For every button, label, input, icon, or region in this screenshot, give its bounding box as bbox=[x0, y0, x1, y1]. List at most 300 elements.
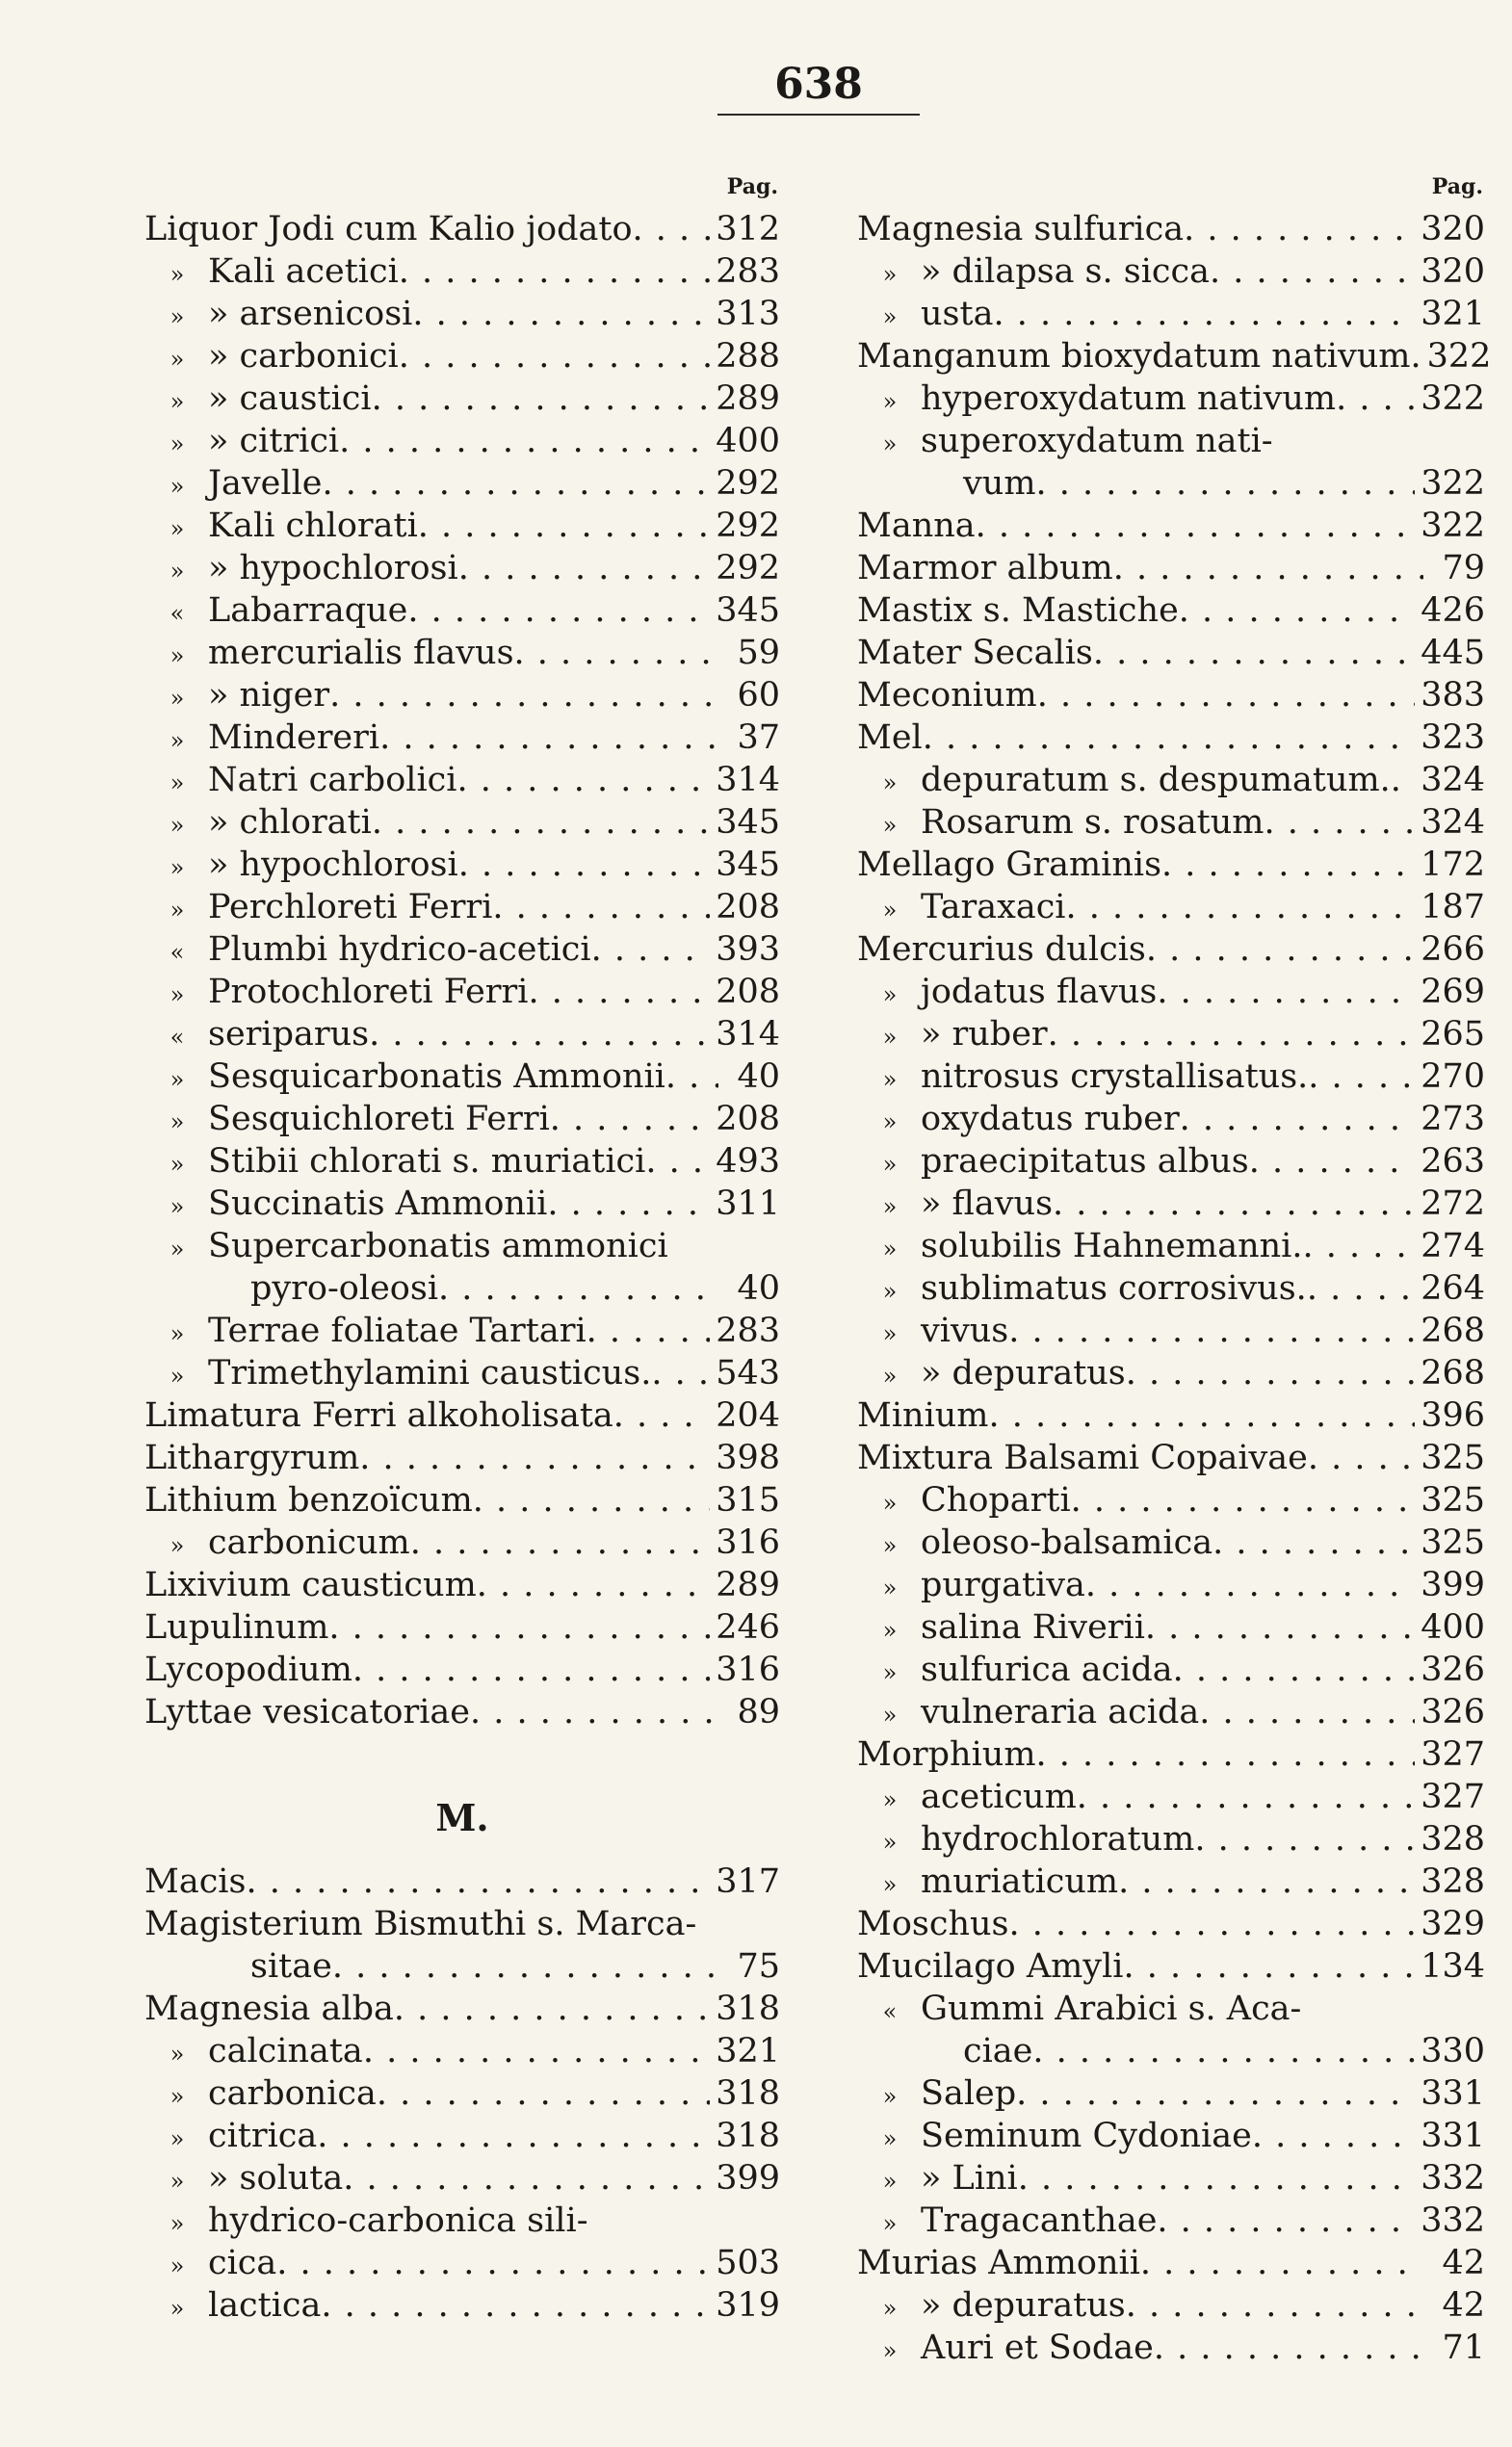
entry-term: Mastix s. Mastiche bbox=[857, 591, 1179, 630]
page-reference: 208 bbox=[716, 888, 780, 926]
dot-leader bbox=[1173, 1649, 1416, 1691]
page-reference: 327 bbox=[1421, 1778, 1485, 1816]
ditto-mark: » bbox=[882, 1024, 898, 1051]
dot-leader bbox=[321, 2284, 710, 2327]
index-entry bbox=[857, 2157, 1485, 2200]
entry-term: Javelle bbox=[208, 464, 323, 503]
index-entry bbox=[857, 589, 1485, 632]
dot-leader bbox=[1146, 928, 1415, 971]
dot-leader bbox=[989, 1394, 1416, 1437]
page-reference: 330 bbox=[1421, 2032, 1485, 2070]
entry-term: solubilis Hahnemanni. bbox=[921, 1227, 1303, 1265]
entry-term: Magnesia sulfurica bbox=[857, 210, 1185, 248]
page-reference: 187 bbox=[1421, 888, 1485, 926]
entry-term: carbonicum bbox=[208, 1523, 410, 1562]
index-entry bbox=[857, 1479, 1485, 1522]
page-reference: 321 bbox=[1421, 295, 1485, 333]
page-reference: 345 bbox=[716, 591, 780, 630]
ditto-mark: » bbox=[882, 1829, 898, 1856]
index-entry bbox=[857, 801, 1485, 844]
ditto-mark: » bbox=[882, 981, 898, 1008]
entry-term: Mindereri bbox=[208, 718, 380, 757]
entry-term: Magisterium Bismuthi s. Marca- bbox=[144, 1905, 697, 1943]
index-entry bbox=[144, 1140, 780, 1183]
page-reference: 246 bbox=[716, 1608, 780, 1647]
ditto-mark: « bbox=[169, 600, 185, 627]
index-entry bbox=[144, 1649, 780, 1691]
index-entry bbox=[857, 1776, 1485, 1818]
entry-term: carbonica bbox=[208, 2074, 377, 2113]
page-reference: 313 bbox=[716, 295, 780, 333]
dot-leader bbox=[1009, 1903, 1416, 1945]
dot-leader bbox=[329, 674, 718, 716]
page-reference: 89 bbox=[737, 1693, 780, 1731]
entry-term: » hypochlorosi bbox=[208, 846, 458, 884]
dot-leader bbox=[1157, 971, 1415, 1013]
page-reference: 292 bbox=[716, 507, 780, 545]
entry-term: » Lini bbox=[921, 2159, 1018, 2198]
index-entry bbox=[144, 2157, 780, 2200]
entry-term: Auri et Sodae bbox=[921, 2329, 1154, 2367]
index-entry bbox=[144, 1903, 780, 1945]
ditto-mark: » bbox=[882, 388, 898, 415]
dot-leader bbox=[1391, 759, 1415, 801]
ditto-mark: » bbox=[169, 1363, 185, 1390]
page-reference: 289 bbox=[716, 379, 780, 418]
page-reference: 270 bbox=[1421, 1057, 1485, 1096]
entry-term: salina Riverii bbox=[921, 1608, 1145, 1647]
entry-term: Meconium bbox=[857, 676, 1037, 715]
index-entry bbox=[857, 1140, 1485, 1183]
page-reference: 317 bbox=[716, 1862, 780, 1901]
entry-term: Moschus bbox=[857, 1905, 1009, 1943]
page-reference: 322 bbox=[1421, 379, 1485, 418]
entry-term: Magnesia alba bbox=[144, 1990, 394, 2028]
index-entry bbox=[144, 250, 780, 293]
entry-term: Succinatis Ammonii bbox=[208, 1184, 548, 1223]
index-entry bbox=[857, 2327, 1485, 2369]
page-reference: 543 bbox=[716, 1354, 780, 1393]
entry-term: sulfurica acida bbox=[921, 1651, 1173, 1689]
entry-term: Morphium bbox=[857, 1735, 1036, 1774]
page-number-rule bbox=[717, 114, 920, 116]
entry-term: Trimethylamini causticus. bbox=[208, 1354, 652, 1393]
index-entry bbox=[857, 208, 1485, 250]
entry-term: Liquor Jodi cum Kalio jodato bbox=[144, 210, 633, 248]
index-entry bbox=[144, 420, 780, 462]
pag-label: Pag. bbox=[726, 174, 778, 199]
ditto-mark: » bbox=[882, 1236, 898, 1263]
index-entry bbox=[857, 1733, 1485, 1776]
dot-leader bbox=[1302, 1225, 1415, 1267]
index-entry bbox=[144, 589, 780, 632]
dot-leader bbox=[591, 928, 711, 971]
dot-leader bbox=[369, 1013, 710, 1055]
dot-leader bbox=[651, 1352, 710, 1394]
entry-term: Seminum Cydoniae bbox=[921, 2117, 1252, 2155]
dot-leader bbox=[1032, 2030, 1415, 2072]
dot-leader bbox=[514, 632, 718, 674]
page-reference: 40 bbox=[737, 1269, 780, 1308]
entry-term: » chlorati bbox=[208, 803, 372, 842]
index-entry bbox=[144, 1098, 780, 1140]
page-reference: 311 bbox=[716, 1184, 780, 1223]
ditto-mark: » bbox=[169, 854, 185, 881]
dot-leader bbox=[412, 293, 710, 335]
dot-leader bbox=[1048, 1013, 1416, 1055]
entry-term: Sesquicarbonatis Ammonii bbox=[208, 1057, 665, 1096]
dot-leader bbox=[352, 1649, 710, 1691]
index-entry bbox=[144, 1352, 780, 1394]
page-reference: 328 bbox=[1421, 1862, 1485, 1901]
dot-leader bbox=[1179, 589, 1415, 632]
dot-leader bbox=[322, 462, 710, 505]
entry-term: Supercarbonatis ammonici bbox=[208, 1227, 668, 1265]
page-reference: 323 bbox=[1421, 718, 1485, 757]
ditto-mark: » bbox=[882, 2125, 898, 2152]
ditto-mark: » bbox=[169, 473, 185, 500]
ditto-mark: » bbox=[882, 1363, 898, 1390]
ditto-mark: » bbox=[882, 2337, 898, 2364]
ditto-mark: » bbox=[882, 1702, 898, 1729]
index-column-right bbox=[857, 166, 1492, 2369]
dot-leader bbox=[1036, 1733, 1416, 1776]
ditto-mark: » bbox=[882, 1490, 898, 1517]
index-entry bbox=[857, 1903, 1485, 1945]
entry-term: » caustici bbox=[208, 379, 372, 418]
entry-term: hydrochloratum bbox=[921, 1820, 1195, 1859]
index-entry bbox=[857, 1522, 1485, 1564]
entry-term: Macis bbox=[144, 1862, 247, 1901]
dot-leader bbox=[276, 2242, 710, 2284]
blank-line bbox=[144, 1733, 780, 1776]
page-reference: 329 bbox=[1421, 1905, 1485, 1943]
page-reference: 324 bbox=[1421, 803, 1485, 842]
ditto-mark: » bbox=[169, 2125, 185, 2152]
index-entry bbox=[144, 293, 780, 335]
index-entry bbox=[857, 335, 1492, 377]
index-entry bbox=[857, 1013, 1485, 1055]
index-entry bbox=[144, 1861, 780, 1903]
page-reference: 42 bbox=[1442, 2244, 1485, 2282]
page-reference: 288 bbox=[716, 337, 780, 376]
dot-leader bbox=[477, 1564, 710, 1606]
entry-term: Murias Ammonii bbox=[857, 2244, 1140, 2282]
index-entry bbox=[857, 462, 1485, 505]
dot-leader bbox=[379, 716, 718, 759]
entry-term: » niger bbox=[208, 676, 330, 715]
page-reference: 274 bbox=[1421, 1227, 1485, 1265]
dot-leader bbox=[1077, 1776, 1415, 1818]
page-reference: 327 bbox=[1421, 1735, 1485, 1774]
entry-term: muriaticum bbox=[921, 1862, 1119, 1901]
entry-term: Kali chlorati bbox=[208, 507, 418, 545]
dot-leader bbox=[458, 547, 710, 589]
ditto-mark: » bbox=[169, 346, 185, 373]
entry-term: Tragacanthae bbox=[921, 2201, 1158, 2240]
ditto-mark: » bbox=[169, 812, 185, 839]
page-reference: 322 bbox=[1426, 337, 1492, 376]
ditto-mark: » bbox=[882, 1193, 898, 1220]
ditto-mark: » bbox=[169, 1108, 185, 1135]
page-reference: 264 bbox=[1421, 1269, 1485, 1308]
page-reference: 59 bbox=[737, 634, 780, 672]
index-entry bbox=[857, 1055, 1485, 1098]
ditto-mark: » bbox=[169, 2168, 185, 2195]
page-reference: 400 bbox=[716, 422, 780, 460]
ditto-mark: » bbox=[882, 897, 898, 924]
dot-leader bbox=[587, 1310, 711, 1352]
entry-term: » depuratus bbox=[921, 2286, 1126, 2325]
index-entry bbox=[857, 2200, 1485, 2242]
entry-term: Marmor album bbox=[857, 549, 1113, 587]
ditto-mark: » bbox=[169, 1236, 185, 1263]
entry-term: vivus bbox=[921, 1312, 1009, 1350]
dot-leader bbox=[1199, 1691, 1415, 1733]
entry-term: lactica bbox=[208, 2286, 322, 2325]
dot-leader bbox=[407, 589, 710, 632]
entry-term: sublimatus corrosivus. bbox=[921, 1269, 1307, 1308]
entry-term: vum bbox=[963, 464, 1036, 503]
entry-term: Kali acetici bbox=[208, 252, 399, 291]
ditto-mark: » bbox=[169, 303, 185, 330]
ditto-mark: » bbox=[169, 1193, 185, 1220]
index-entry bbox=[144, 844, 780, 886]
entry-term: Lycopodium bbox=[144, 1651, 352, 1689]
index-entry bbox=[144, 208, 780, 250]
ditto-mark: » bbox=[882, 812, 898, 839]
entry-term: Mater Secalis bbox=[857, 634, 1093, 672]
dot-leader bbox=[528, 971, 710, 1013]
ditto-mark: » bbox=[169, 2295, 185, 2322]
index-entry bbox=[144, 1988, 780, 2030]
index-entry bbox=[857, 1310, 1485, 1352]
dot-leader bbox=[1180, 1098, 1416, 1140]
dot-leader bbox=[339, 420, 710, 462]
index-entry bbox=[144, 674, 780, 716]
index-entry bbox=[857, 1691, 1485, 1733]
dot-leader bbox=[372, 801, 710, 844]
dot-leader bbox=[645, 1140, 710, 1183]
dot-leader bbox=[363, 2030, 710, 2072]
dot-leader bbox=[547, 1183, 710, 1225]
dot-leader bbox=[343, 2157, 710, 2200]
index-entry bbox=[857, 1861, 1485, 1903]
dot-leader bbox=[1252, 2115, 1415, 2157]
page-reference: 331 bbox=[1421, 2074, 1485, 2113]
index-entry bbox=[144, 2030, 780, 2072]
index-entry bbox=[857, 420, 1485, 462]
dot-leader bbox=[1157, 2200, 1415, 2242]
entry-term: » flavus bbox=[921, 1184, 1054, 1223]
index-entry bbox=[144, 547, 780, 589]
entry-term: Lixivium causticum bbox=[144, 1566, 477, 1604]
page-reference: 283 bbox=[716, 1312, 780, 1350]
dot-leader bbox=[633, 208, 711, 250]
dot-leader bbox=[1154, 2327, 1423, 2369]
ditto-mark: » bbox=[169, 558, 185, 585]
ditto-mark: » bbox=[169, 642, 185, 669]
index-entry bbox=[857, 1606, 1485, 1649]
page-reference: 208 bbox=[716, 1100, 780, 1138]
index-entry bbox=[857, 632, 1485, 674]
index-entry bbox=[857, 2115, 1485, 2157]
entry-term: oleoso-balsamica bbox=[921, 1523, 1213, 1562]
page-reference: 263 bbox=[1421, 1142, 1485, 1181]
dot-leader bbox=[1123, 1945, 1415, 1988]
entry-term: jodatus flavus bbox=[921, 973, 1158, 1011]
ditto-mark: » bbox=[882, 1532, 898, 1559]
dot-leader bbox=[976, 505, 1416, 547]
ditto-mark: » bbox=[169, 2252, 185, 2279]
entry-term: praecipitatus albus bbox=[921, 1142, 1249, 1181]
index-entry bbox=[144, 1437, 780, 1479]
index-entry bbox=[857, 1352, 1485, 1394]
entry-term: Mercurius dulcis bbox=[857, 930, 1146, 969]
entry-term: superoxydatum nati- bbox=[921, 422, 1273, 460]
dot-leader bbox=[458, 844, 710, 886]
index-entry bbox=[144, 2284, 780, 2327]
page-reference: 325 bbox=[1421, 1523, 1485, 1562]
entry-term: Protochloreti Ferri bbox=[208, 973, 529, 1011]
index-entry bbox=[144, 1055, 780, 1098]
dot-leader bbox=[1008, 1310, 1415, 1352]
index-entry bbox=[857, 547, 1485, 589]
ditto-mark: » bbox=[169, 388, 185, 415]
page-number: 638 bbox=[774, 60, 863, 109]
ditto-mark: » bbox=[882, 1871, 898, 1898]
page-reference: 493 bbox=[716, 1142, 780, 1181]
index-entry bbox=[144, 1310, 780, 1352]
index-entry bbox=[857, 2030, 1485, 2072]
page-reference: 79 bbox=[1442, 549, 1485, 587]
page-reference: 325 bbox=[1421, 1481, 1485, 1520]
ditto-mark: » bbox=[169, 1066, 185, 1093]
ditto-mark: » bbox=[882, 1066, 898, 1093]
ditto-mark: « bbox=[169, 1024, 185, 1051]
entry-term: Salep bbox=[921, 2074, 1017, 2113]
index-entry bbox=[144, 716, 780, 759]
page-reference: 292 bbox=[716, 549, 780, 587]
page-reference: 60 bbox=[737, 676, 780, 715]
dot-leader bbox=[377, 2072, 710, 2115]
page-reference: 134 bbox=[1421, 1947, 1485, 1986]
page-reference: 204 bbox=[716, 1396, 780, 1435]
dot-leader bbox=[456, 759, 710, 801]
index-entry bbox=[857, 1267, 1485, 1310]
ditto-mark: » bbox=[169, 2210, 185, 2237]
index-entry bbox=[144, 335, 780, 377]
index-entry bbox=[857, 971, 1485, 1013]
entry-term: mercurialis flavus bbox=[208, 634, 514, 672]
ditto-mark: » bbox=[882, 2168, 898, 2195]
page-reference: 269 bbox=[1421, 973, 1485, 1011]
entry-term: Manganum bioxydatum nativum. bbox=[857, 337, 1421, 376]
page-reference: 316 bbox=[716, 1523, 780, 1562]
entry-term: Manna bbox=[857, 507, 976, 545]
index-entry bbox=[857, 1945, 1485, 1988]
entry-term: sitae bbox=[250, 1947, 332, 1986]
entry-term: hyperoxydatum nativum bbox=[921, 379, 1337, 418]
ditto-mark: » bbox=[169, 685, 185, 712]
ditto-mark: » bbox=[882, 303, 898, 330]
entry-term: Stibii chlorati s. muriatici bbox=[208, 1142, 646, 1181]
pag-label: Pag. bbox=[1431, 174, 1483, 199]
entry-term: Limatura Ferri alkoholisata bbox=[144, 1396, 613, 1435]
index-entry bbox=[857, 2072, 1485, 2115]
index-entry bbox=[144, 1564, 780, 1606]
dot-leader bbox=[1066, 886, 1416, 928]
entry-term: usta bbox=[921, 295, 994, 333]
index-entry bbox=[857, 1818, 1485, 1861]
entry-term: seriparus bbox=[208, 1015, 370, 1054]
entry-term: Lithargyrum bbox=[144, 1439, 360, 1477]
page-reference: 345 bbox=[716, 846, 780, 884]
index-entry bbox=[144, 1479, 780, 1522]
dot-leader bbox=[1018, 2157, 1415, 2200]
entry-term: » depuratus bbox=[921, 1354, 1126, 1393]
entry-term: ciae bbox=[963, 2032, 1033, 2070]
index-entry bbox=[144, 377, 780, 420]
page-reference: 400 bbox=[1421, 1608, 1485, 1647]
dot-leader bbox=[1071, 1479, 1416, 1522]
ditto-mark: » bbox=[882, 1108, 898, 1135]
page-reference: 399 bbox=[1421, 1566, 1485, 1604]
page-reference: 283 bbox=[716, 252, 780, 291]
entry-term: » hypochlorosi bbox=[208, 549, 458, 587]
dot-leader bbox=[438, 1267, 718, 1310]
entry-term: » soluta bbox=[208, 2159, 344, 2198]
index-entry bbox=[144, 1394, 780, 1437]
dot-leader bbox=[665, 1055, 718, 1098]
page-reference: 289 bbox=[716, 1566, 780, 1604]
dot-leader bbox=[372, 377, 711, 420]
index-entry bbox=[857, 1394, 1485, 1437]
dot-leader bbox=[1194, 1818, 1415, 1861]
entry-term: Choparti bbox=[921, 1481, 1071, 1520]
page-reference: 71 bbox=[1442, 2329, 1485, 2367]
page-reference: 319 bbox=[716, 2286, 780, 2325]
entry-term: depuratum s. despumatum. bbox=[921, 761, 1391, 799]
dot-leader bbox=[332, 1945, 718, 1988]
page-reference: 268 bbox=[1421, 1312, 1485, 1350]
index-entry bbox=[144, 1267, 780, 1310]
index-entry bbox=[857, 928, 1485, 971]
page-reference: 326 bbox=[1421, 1693, 1485, 1731]
page-reference: 324 bbox=[1421, 761, 1485, 799]
page-reference: 399 bbox=[716, 2159, 780, 2198]
page-reference: 266 bbox=[1421, 930, 1485, 969]
entry-term: Plumbi hydrico-acetici bbox=[208, 930, 591, 969]
dot-leader bbox=[993, 293, 1415, 335]
entry-term: Gummi Arabici s. Aca- bbox=[921, 1990, 1302, 2028]
dot-leader bbox=[317, 2115, 710, 2157]
index-entry bbox=[857, 1564, 1485, 1606]
page-reference: 320 bbox=[1421, 210, 1485, 248]
page-reference: 75 bbox=[737, 1947, 780, 1986]
dot-leader bbox=[613, 1394, 710, 1437]
index-entry bbox=[144, 1013, 780, 1055]
page-reference: 312 bbox=[716, 210, 780, 248]
ditto-mark: » bbox=[882, 2295, 898, 2322]
dot-leader bbox=[470, 1691, 718, 1733]
ditto-mark: « bbox=[882, 1998, 898, 2025]
ditto-mark: » bbox=[882, 1617, 898, 1644]
page-reference: 265 bbox=[1421, 1015, 1485, 1054]
page-reference: 383 bbox=[1421, 676, 1485, 715]
dot-leader bbox=[1126, 1352, 1415, 1394]
page-reference: 331 bbox=[1421, 2117, 1485, 2155]
